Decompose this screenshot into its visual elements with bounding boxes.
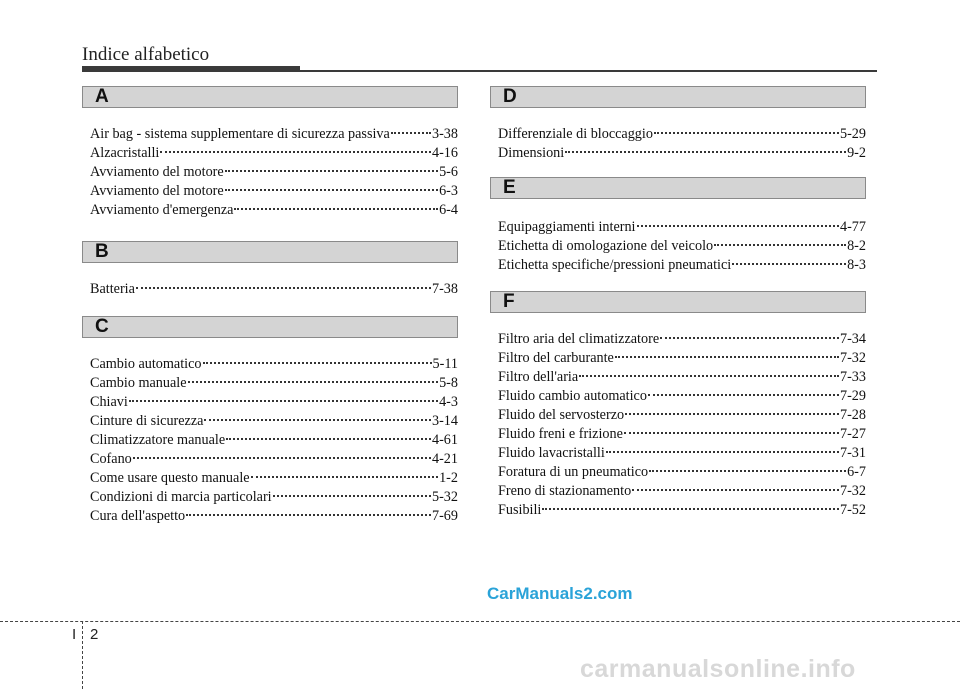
right-column (490, 86, 866, 520)
index-entry[interactable]: Alzacristalli 4-16 (90, 145, 458, 161)
index-entry[interactable]: Come usare questo manuale 1-2 (90, 470, 458, 486)
section-f (490, 291, 866, 520)
index-entry[interactable]: Fluido del servosterzo 7-28 (498, 407, 866, 423)
footer-divider (0, 621, 960, 622)
index-entry[interactable]: Etichetta specifiche/pressioni pneumatici 8-3 (498, 257, 866, 273)
index-entry[interactable]: Climatizzatore manuale 4-61 (90, 432, 458, 448)
index-entry[interactable]: Avviamento del motore 5-6 (90, 164, 458, 180)
index-entry[interactable]: Equipaggiamenti interni 4-77 (498, 219, 866, 235)
section-letter: B (95, 241, 109, 262)
watermark-bottom: carmanualsonline.info (580, 655, 856, 683)
index-entry[interactable]: Etichetta di omologazione del veicolo 8-2 (498, 238, 866, 254)
section-letter: E (503, 177, 516, 198)
page-title: Indice alfabetico (82, 44, 210, 65)
index-entry[interactable]: Fusibili 7-52 (498, 502, 866, 518)
section-e-header (490, 177, 866, 199)
index-entry[interactable]: Avviamento del motore 6-3 (90, 183, 458, 199)
section-b (82, 241, 458, 299)
section-a-entries (82, 108, 458, 220)
section-letter: F (503, 291, 515, 312)
index-entry[interactable]: Differenziale di bloccaggio 5-29 (498, 126, 866, 142)
section-a-header (82, 86, 458, 108)
index-entry[interactable]: Avviamento d'emergenza 6-4 (90, 202, 458, 218)
index-entry[interactable]: Cura dell'aspetto 7-69 (90, 508, 458, 524)
index-entry[interactable]: Air bag - sistema supplementare di sicurezza passiva 3-38 (90, 126, 458, 142)
section-d-header (490, 86, 866, 108)
section-d (490, 86, 866, 163)
left-column (82, 86, 458, 526)
section-e-entries (490, 199, 866, 275)
watermark-link[interactable]: CarManuals2.com (487, 584, 633, 603)
section-c-entries (82, 338, 458, 526)
index-entry[interactable]: Filtro aria del climatizzatore 7-34 (498, 331, 866, 347)
index-entry[interactable]: Dimensioni 9-2 (498, 145, 866, 161)
index-entry[interactable]: Cambio automatico 5-11 (90, 356, 458, 372)
section-c (82, 316, 458, 526)
footer-vertical-divider (82, 621, 83, 689)
section-letter: D (503, 86, 517, 107)
header-rule-thick (82, 66, 300, 72)
index-entry[interactable]: Fluido lavacristalli 7-31 (498, 445, 866, 461)
section-b-entries (82, 263, 458, 299)
footer-section: I (72, 626, 77, 643)
index-entry[interactable]: Chiavi 4-3 (90, 394, 458, 410)
index-entry[interactable]: Fluido cambio automatico 7-29 (498, 388, 866, 404)
index-entry[interactable]: Filtro dell'aria 7-33 (498, 369, 866, 385)
section-f-header (490, 291, 866, 313)
footer-page-number: 2 (90, 626, 99, 643)
index-entry[interactable]: Cinture di sicurezza 3-14 (90, 413, 458, 429)
index-entry[interactable]: Filtro del carburante 7-32 (498, 350, 866, 366)
index-entry[interactable]: Condizioni di marcia particolari 5-32 (90, 489, 458, 505)
section-a (82, 86, 458, 220)
index-entry[interactable]: Foratura di un pneumatico 6-7 (498, 464, 866, 480)
section-f-entries (490, 313, 866, 520)
section-e (490, 177, 866, 275)
section-letter: C (95, 316, 109, 337)
section-d-entries (490, 108, 866, 163)
index-entry[interactable]: Batteria 7-38 (90, 281, 458, 297)
section-b-header (82, 241, 458, 263)
index-entry[interactable]: Fluido freni e frizione 7-27 (498, 426, 866, 442)
index-entry[interactable]: Freno di stazionamento 7-32 (498, 483, 866, 499)
index-entry[interactable]: Cofano 4-21 (90, 451, 458, 467)
section-c-header (82, 316, 458, 338)
index-entry[interactable]: Cambio manuale 5-8 (90, 375, 458, 391)
section-letter: A (95, 86, 109, 107)
header-rule-thin (300, 70, 877, 72)
